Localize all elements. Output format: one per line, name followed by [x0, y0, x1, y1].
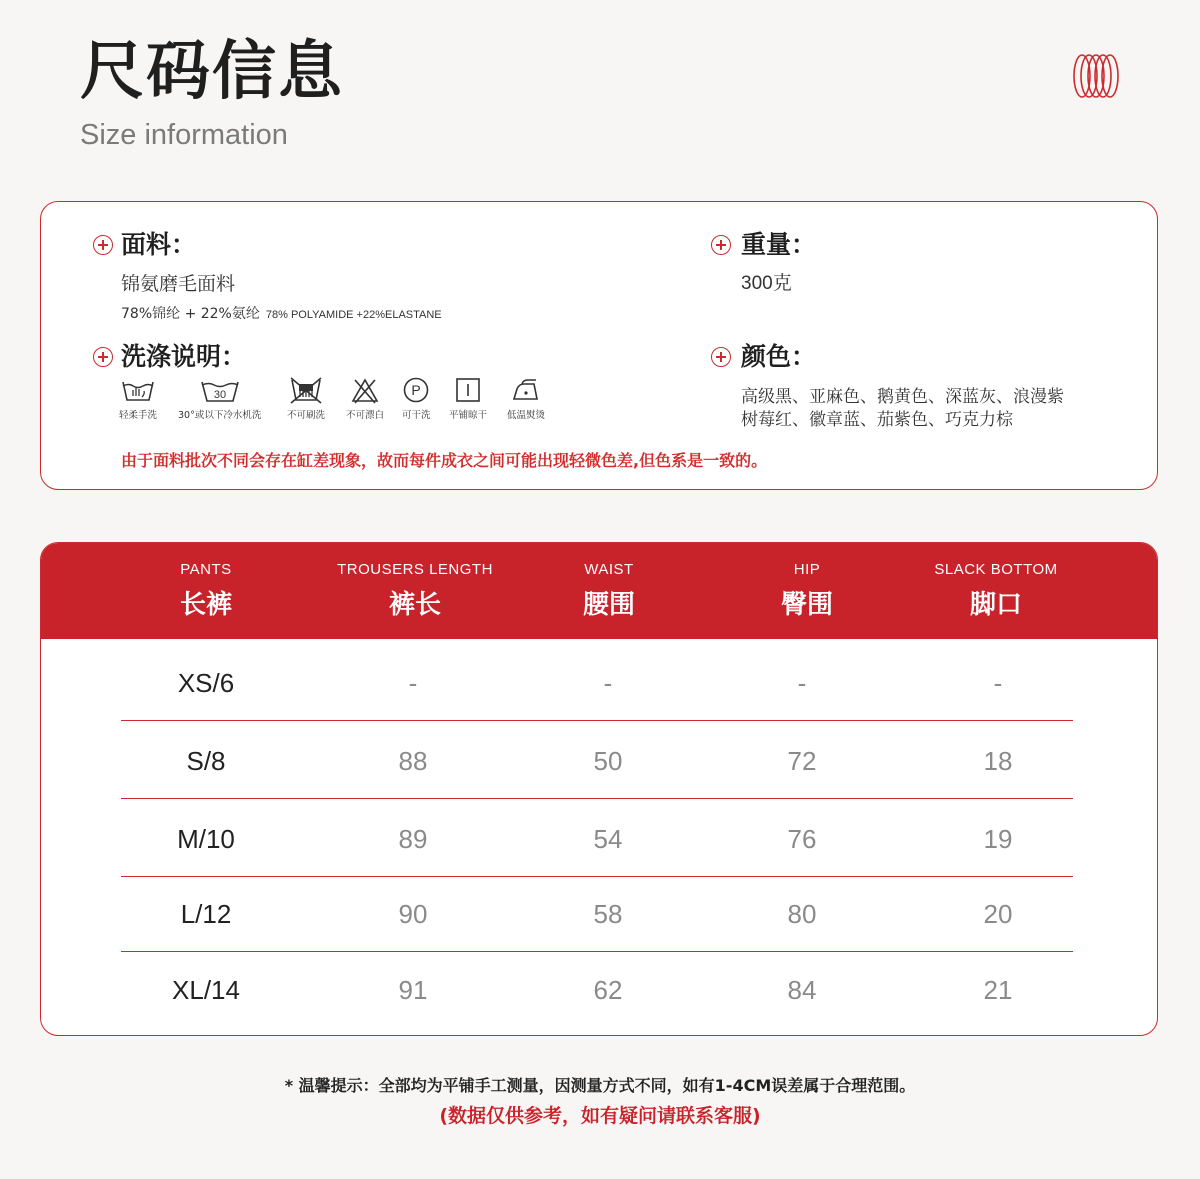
hip-cell: 84: [787, 975, 817, 1005]
dry-clean-icon: [402, 376, 430, 404]
size-cell: S/8: [186, 745, 226, 776]
page-title: 尺码信息: [80, 35, 344, 109]
plus-circle-icon: [711, 347, 731, 367]
plus-circle-icon: [93, 235, 113, 255]
bottom-cell: 18: [983, 745, 1013, 776]
care-label: 30°或以下冷水机洗: [178, 410, 262, 421]
care-dry-clean: [402, 376, 431, 421]
care-line-dry: [449, 376, 487, 421]
care-label: 不可漂白: [346, 410, 385, 421]
care-no-brush: [287, 376, 325, 421]
hip-cell: -: [797, 667, 807, 698]
table-row: [121, 646, 1073, 721]
dry-clean-letter: P: [411, 382, 421, 398]
col-en-label: WAIST: [584, 561, 634, 578]
fabric-composition-zh: 78%锦纶 + 22%氨纶: [121, 306, 260, 322]
col-zh-label: 臀围: [780, 590, 834, 620]
care-label: 可干洗: [402, 410, 431, 421]
size-table: [40, 542, 1158, 1036]
color-options-line2: 树莓红、徽章蓝、茄紫色、巧克力棕: [741, 410, 1013, 430]
hand-wash-icon: [121, 376, 155, 404]
color-difference-warning: 由于面料批次不同会存在缸差现象，故而每件成衣之间可能出现轻微色差,但色系是一致的。: [121, 451, 768, 470]
col-en-label: SLACK BOTTOM: [934, 561, 1058, 578]
bottom-cell: 19: [983, 823, 1013, 854]
no-brush-icon: [288, 376, 324, 404]
length-cell: 88: [398, 745, 428, 776]
measurement-tip: * 温馨提示：全部均为平铺手工测量，因测量方式不同，如有1-4CM误差属于合理范围。: [284, 1076, 916, 1095]
plus-circle-icon: [711, 235, 731, 255]
length-cell: 91: [398, 975, 428, 1005]
care-title: 洗涤说明：: [121, 342, 247, 371]
bottom-cell: 21: [983, 975, 1013, 1005]
col-en-label: HIP: [793, 561, 821, 578]
hip-cell: 76: [787, 823, 817, 854]
waist-cell: 50: [593, 745, 623, 776]
col-zh-label: 腰围: [582, 590, 636, 620]
bottom-cell: -: [993, 667, 1003, 698]
reference-note: (数据仅供参考，如有疑问请联系客服): [439, 1105, 761, 1127]
page-subtitle: Size information: [80, 119, 288, 151]
hip-cell: 80: [787, 898, 817, 929]
weight-title: 重量：: [741, 230, 817, 259]
color-title: 颜色：: [741, 342, 817, 371]
col-trousers-length: [337, 561, 493, 621]
col-en-label: PANTS: [180, 561, 232, 578]
length-cell: 90: [398, 898, 428, 929]
col-waist: [583, 561, 635, 621]
fabric-composition-en: 78% POLYAMIDE +22%ELASTANE: [265, 309, 442, 321]
waist-cell: 58: [593, 898, 623, 929]
wash-temp: 30: [213, 389, 226, 401]
weight-value: 300克: [741, 273, 792, 294]
waist-cell: 62: [593, 975, 623, 1005]
care-wash-30: [178, 376, 261, 421]
care-label: 轻柔手洗: [119, 410, 158, 421]
fabric-composition: [121, 306, 442, 323]
waist-cell: -: [603, 667, 613, 698]
care-low-iron: [507, 376, 545, 421]
size-cell: L/12: [180, 898, 232, 929]
red-rings-icon: [1072, 52, 1122, 100]
col-hip: [781, 561, 833, 621]
wash-30-icon: [200, 376, 240, 404]
col-en-label: TROUSERS LENGTH: [337, 561, 493, 578]
table-row: [121, 724, 1073, 799]
size-table-header: [41, 543, 1157, 639]
care-no-bleach: [346, 376, 384, 421]
col-zh-label: 脚口: [969, 590, 1022, 620]
length-cell: 89: [398, 823, 428, 854]
bottom-cell: 20: [983, 898, 1013, 929]
col-zh-label: 长裤: [179, 590, 233, 620]
care-label: 平铺晾干: [449, 410, 488, 421]
care-hand-wash: [119, 376, 157, 421]
care-label: 不可刷洗: [287, 410, 326, 421]
size-cell: XS/6: [177, 667, 235, 698]
color-options-line1: 高级黑、亚麻色、鹅黄色、深蓝灰、浪漫紫: [741, 387, 1064, 407]
plus-circle-icon: [93, 347, 113, 367]
waist-cell: 54: [593, 823, 623, 854]
hip-cell: 72: [787, 745, 817, 776]
col-slack-bottom: [934, 561, 1057, 621]
length-cell: -: [408, 667, 418, 698]
table-row: [121, 802, 1073, 877]
size-cell: XL/14: [172, 975, 240, 1005]
care-label: 低温熨烫: [507, 410, 546, 421]
low-iron-icon: [510, 376, 542, 404]
table-row: [121, 877, 1073, 952]
line-dry-icon: [454, 376, 482, 404]
size-cell: M/10: [177, 823, 235, 854]
no-bleach-icon: [350, 376, 380, 404]
table-row: [121, 953, 1073, 1028]
fabric-info-card: [40, 201, 1158, 490]
col-zh-label: 裤长: [388, 590, 442, 620]
fabric-name: 锦氨磨毛面料: [121, 273, 236, 295]
fabric-title: 面料：: [121, 230, 197, 259]
col-pants: [180, 561, 232, 621]
